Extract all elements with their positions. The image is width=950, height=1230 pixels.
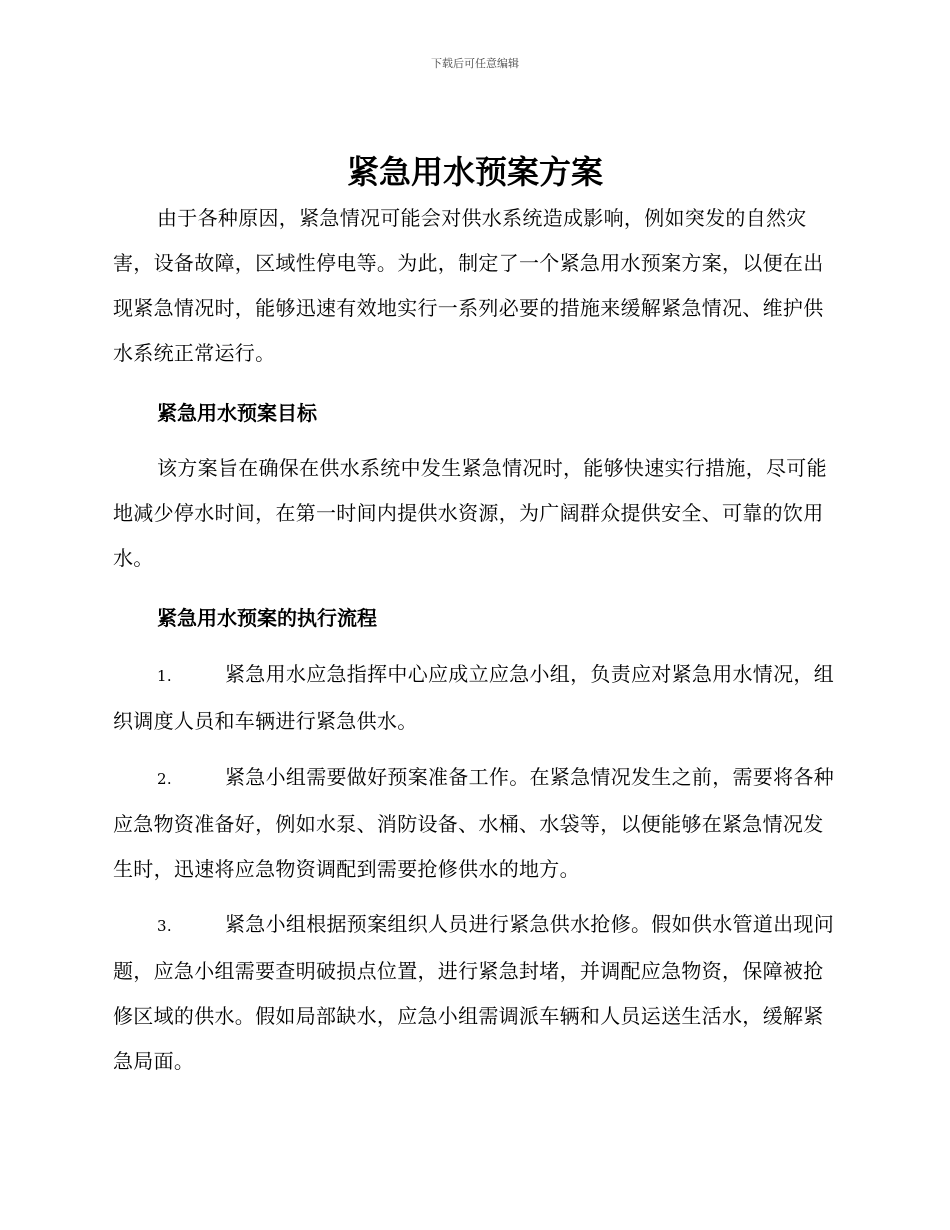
header-note: 下载后可任意编辑 <box>431 57 519 70</box>
page-title: 紧急用水预案方案 <box>346 153 603 191</box>
section-heading-process: 紧急用水预案的执行流程 <box>157 606 377 630</box>
intro-paragraph: 由于各种原因，紧急情况可能会对供水系统造成影响，例如突发的自然灾害，设备故障，区域性停电等。为此，制定了一个紧急用水预案方案，以便在出现紧急情况时，能够迅速有效地实行一系列必要的措施来缓解紧急情况、维护供水系统正常运行。 <box>113 206 824 365</box>
section-heading-goal: 紧急用水预案目标 <box>157 401 317 425</box>
list-item-number: 2. <box>157 770 172 788</box>
goal-paragraph: 该方案旨在确保在供水系统中发生紧急情况时，能够快速实行措施，尽可能地减少停水时间，在第一时间内提供水资源，为广阔群众提供安全、可靠的饮用水。 <box>113 456 827 570</box>
list-item-text: 紧急小组需要做好预案准备工作。在紧急情况发生之前，需要将各种应急物资准备好，例如水泵、消防设备、水桶、水袋等，以便能够在紧急情况发生时，迅速将应急物资调配到需要抢修供水的地方。 <box>113 765 834 881</box>
list-item <box>113 652 835 744</box>
list-item-number: 3. <box>157 917 172 935</box>
list-item-number: 1. <box>157 667 172 685</box>
list-item <box>113 755 835 892</box>
list-item-text: 紧急小组根据预案组织人员进行紧急供水抢修。假如供水管道出现问题，应急小组需要查明破损点位置，进行紧急封堵，并调配应急物资，保障被抢修区域的供水。假如局部缺水，应急小组需调派车辆和人员运送生活水，缓解紧急局面。 <box>113 912 834 1073</box>
list-item-text: 紧急用水应急指挥中心应成立应急小组，负责应对紧急用水情况，组织调度人员和车辆进行紧急供水。 <box>113 662 834 733</box>
list-item <box>113 902 835 1084</box>
